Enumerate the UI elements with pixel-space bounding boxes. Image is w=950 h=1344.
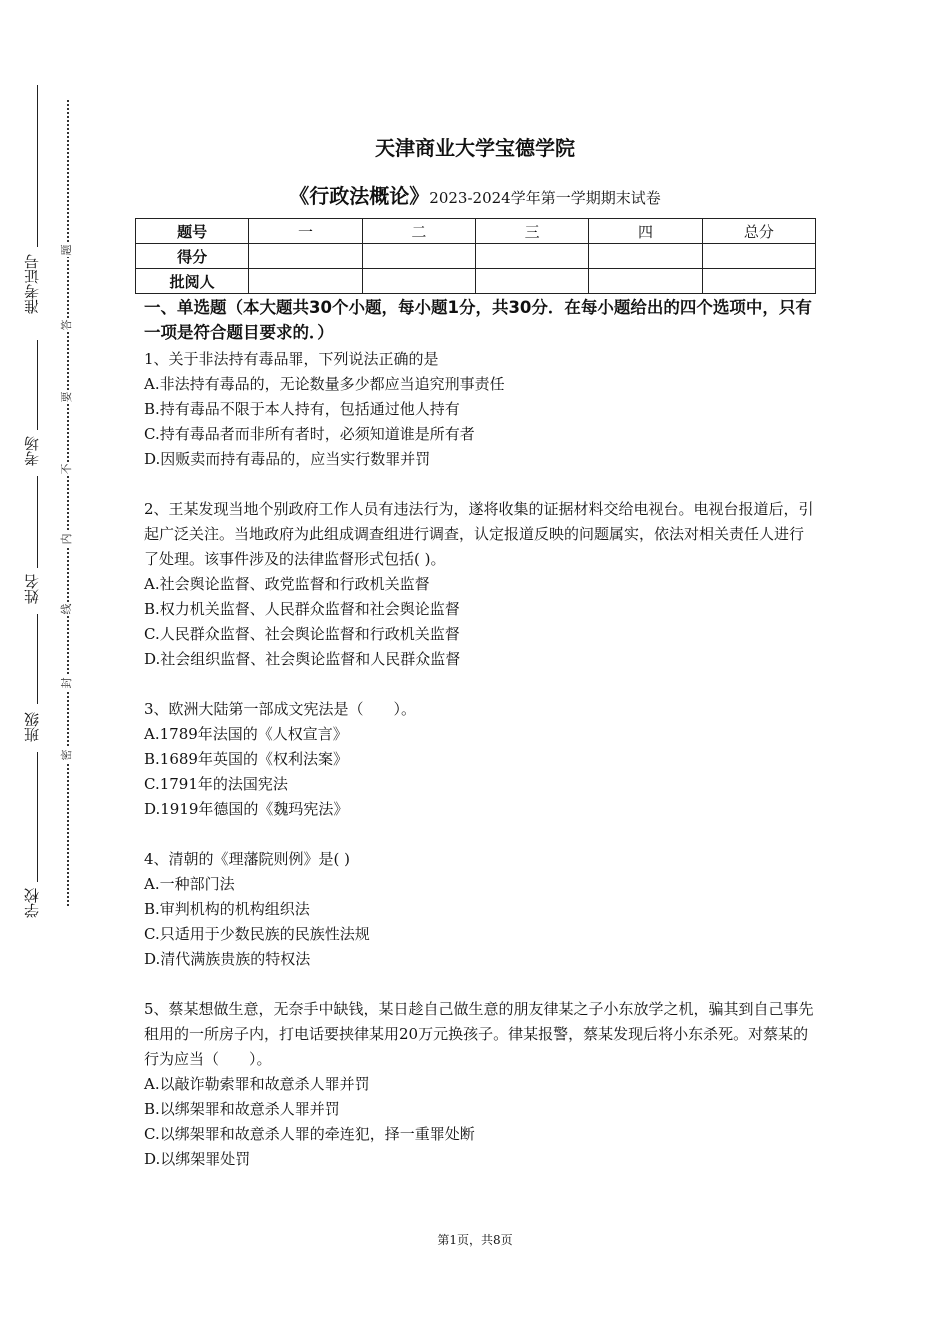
exam-term: 2023-2024学年第一学期期末试卷 [429, 189, 661, 207]
question-option: A.非法持有毒品的，无论数量多少都应当追究刑事责任 [144, 375, 505, 393]
question-4 [144, 847, 816, 972]
field-exam-room-label: 考场 [23, 436, 41, 466]
question-option: A.以敲诈勒索罪和故意杀人罪并罚 [144, 1075, 370, 1093]
question-stem: 2、王某发现当地个别政府工作人员有违法行为，遂将收集的证据材料交给电视台。电视台报道后，引起广泛关注。当地政府为此组成调查组进行调查，认定报道反映的问题属实，依法对相关责任人进行了处理。该事件涉及的法律监督形式包括( )。 [144, 500, 814, 568]
question-option: B.持有毒品不限于本人持有，包括通过他人持有 [144, 400, 460, 418]
grader-cell[interactable] [249, 269, 362, 294]
score-table-row [136, 244, 816, 269]
score-cell[interactable] [475, 244, 588, 269]
question-5 [144, 997, 816, 1172]
seal-char: 要 [60, 391, 73, 403]
score-cell[interactable] [702, 244, 815, 269]
score-table-header-cell: 一 [249, 219, 362, 244]
score-table-header-cell: 三 [475, 219, 588, 244]
field-school-label: 学校 [23, 888, 41, 918]
exam-content [144, 295, 816, 1197]
score-table-header-cell: 题号 [136, 219, 249, 244]
score-table-row [136, 269, 816, 294]
question-option: C.1791年的法国宪法 [144, 775, 288, 793]
question-option: B.1689年英国的《权利法案》 [144, 750, 348, 768]
seal-char: 密 [60, 749, 73, 761]
score-row-label: 批阅人 [136, 269, 249, 294]
question-option: A.一种部门法 [144, 875, 235, 893]
question-option: D.清代满族贵族的特权法 [144, 950, 311, 968]
seal-char: 内 [60, 533, 73, 545]
score-cell[interactable] [362, 244, 475, 269]
question-option: A.1789年法国的《人权宣言》 [144, 725, 348, 743]
seal-char: 不 [60, 463, 73, 475]
score-table-header-cell: 二 [362, 219, 475, 244]
question-1 [144, 347, 816, 472]
grader-cell[interactable] [475, 269, 588, 294]
seal-char: 答 [60, 319, 73, 331]
grader-cell[interactable] [702, 269, 815, 294]
score-table-header-row [136, 219, 816, 244]
seal-char: 题 [60, 244, 73, 256]
page-number: 第1页，共8页 [437, 1233, 513, 1247]
question-option: C.以绑架罪和故意杀人罪的牵连犯，择一重罪处断 [144, 1125, 475, 1143]
section-heading: 一、单选题（本大题共30个小题，每小题1分，共30分．在每小题给出的四个选项中，只有一项是符合题目要求的．） [144, 298, 812, 342]
question-option: C.持有毒品者而非所有者时，必须知道谁是所有者 [144, 425, 475, 443]
exam-subtitle [0, 180, 950, 209]
field-class-label: 班级 [23, 712, 41, 742]
binding-line [37, 476, 38, 568]
grader-cell[interactable] [589, 269, 702, 294]
score-table [135, 218, 816, 294]
question-3 [144, 697, 816, 822]
binding-line [37, 614, 38, 704]
question-option: D.社会组织监督、社会舆论监督和人民群众监督 [144, 650, 461, 668]
score-table-header-cell: 总分 [702, 219, 815, 244]
question-stem: 1、关于非法持有毒品罪，下列说法正确的是 [144, 350, 439, 368]
field-name-label: 姓名 [23, 574, 41, 604]
binding-line [37, 85, 38, 247]
question-option: D.以绑架罪处罚 [144, 1150, 251, 1168]
seal-char: 封 [60, 677, 73, 689]
score-cell[interactable] [589, 244, 702, 269]
grader-cell[interactable] [362, 269, 475, 294]
question-stem: 3、欧洲大陆第一部成文宪法是（ ）。 [144, 700, 417, 718]
question-2 [144, 497, 816, 672]
score-table-header-cell: 四 [589, 219, 702, 244]
field-exam-id-label: 准考证号 [23, 254, 41, 314]
question-stem: 5、蔡某想做生意，无奈手中缺钱，某日趁自己做生意的朋友律某之子小东放学之机，骗其到自己事先租用的一所房子内，打电话要挟律某用20万元换孩子。律某报警，蔡某发现后将小东杀死。对蔡某的行为应当（ ）。 [144, 1000, 814, 1068]
seal-dotted-line [67, 100, 69, 906]
question-option: D.因贩卖而持有毒品的，应当实行数罪并罚 [144, 450, 431, 468]
question-stem: 4、清朝的《理藩院则例》是( ) [144, 850, 351, 868]
question-option: C.人民群众监督、社会舆论监督和行政机关监督 [144, 625, 460, 643]
question-option: D.1919年德国的《魏玛宪法》 [144, 800, 349, 818]
score-row-label: 得分 [136, 244, 249, 269]
binding-line [37, 340, 38, 430]
question-option: B.审判机构的机构组织法 [144, 900, 310, 918]
seal-char: 线 [60, 603, 73, 615]
score-cell[interactable] [249, 244, 362, 269]
question-option: B.权力机关监督、人民群众监督和社会舆论监督 [144, 600, 460, 618]
course-title: 《行政法概论》 [289, 184, 430, 208]
question-option: C.只适用于少数民族的民族性法规 [144, 925, 370, 943]
binding-line [37, 752, 38, 882]
question-option: A.社会舆论监督、政党监督和行政机关监督 [144, 575, 430, 593]
school-title: 天津商业大学宝德学院 [375, 136, 575, 160]
question-option: B.以绑架罪和故意杀人罪并罚 [144, 1100, 340, 1118]
